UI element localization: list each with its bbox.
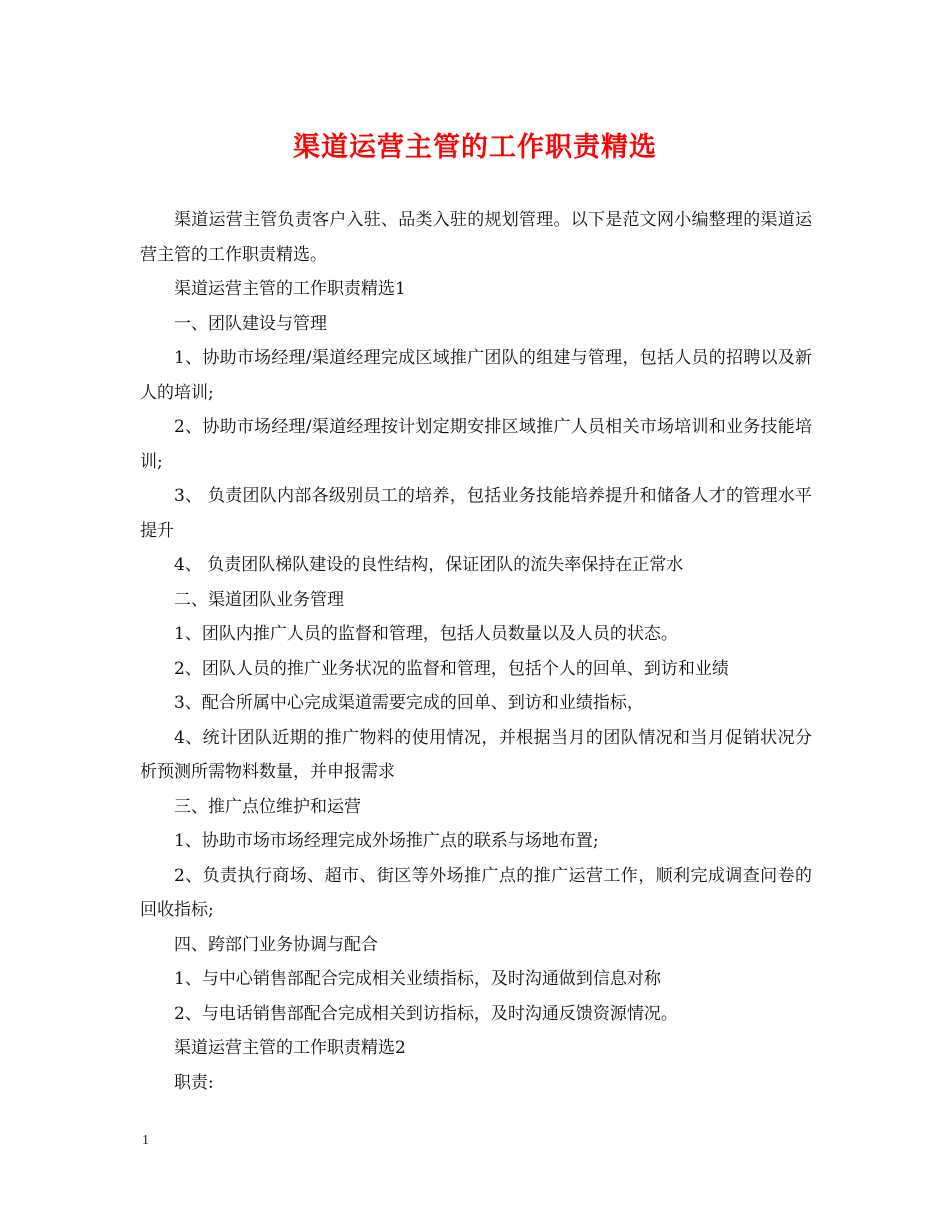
list-item: 3、 负责团队内部各级别员工的培养，包括业务技能培养提升和储备人才的管理水平提升 [140,486,812,541]
paragraph: 职责: [174,1072,214,1093]
list-item: 1、团队内推广人员的监督和管理，包括人员数量以及人员的状态。 [174,624,678,644]
list-item: 2、协助市场经理/渠道经理按计划定期安排区域推广人员相关市场培训和业务技能培训; [140,417,812,472]
page-number: 1 [142,1133,149,1148]
list-item: 4、统计团队近期的推广物料的使用情况，并根据当月的团队情况和当月促销状况分析预测所需物料数量，并申报需求 [140,727,812,782]
list-item: 1、与中心销售部配合完成相关业绩指标，及时沟通做到信息对称 [174,969,661,989]
subsection-heading: 一、团队建设与管理 [174,313,327,334]
paragraph: 渠道运营主管负责客户入驻、品类入驻的规划管理。以下是范文网小编整理的渠道运营主管的工作职责精选。 [140,210,812,265]
list-item: 1、协助市场经理/渠道经理完成区域推广团队的组建与管理，包括人员的招聘以及新人的培训; [140,348,812,403]
list-item: 3、配合所属中心完成渠道需要完成的回单、到访和业绩指标， [174,693,644,713]
list-item: 2、负责执行商场、超市、街区等外场推广点的推广运营工作，顺利完成调查问卷的回收指标; [140,865,812,920]
subsection-heading: 四、跨部门业务协调与配合 [174,934,378,955]
list-item: 2、与电话销售部配合完成相关到访指标，及时沟通反馈资源情况。 [174,1003,678,1024]
list-item: 2、团队人员的推广业务状况的监督和管理，包括个人的回单、到访和业绩 [174,658,729,679]
subsection-heading: 三、推广点位维护和运营 [174,796,361,817]
list-item: 4、 负责团队梯队建设的良性结构，保证团队的流失率保持在正常水 [174,555,684,575]
section-heading: 渠道运营主管的工作职责精选1 [174,279,406,299]
document-title: 渠道运营主管的工作职责精选 [293,132,657,163]
subsection-heading: 二、渠道团队业务管理 [174,589,344,610]
list-item: 1、协助市场市场经理完成外场推广点的联系与场地布置; [174,831,599,851]
document-body [140,203,812,1100]
section-heading: 渠道运营主管的工作职责精选2 [174,1038,406,1058]
